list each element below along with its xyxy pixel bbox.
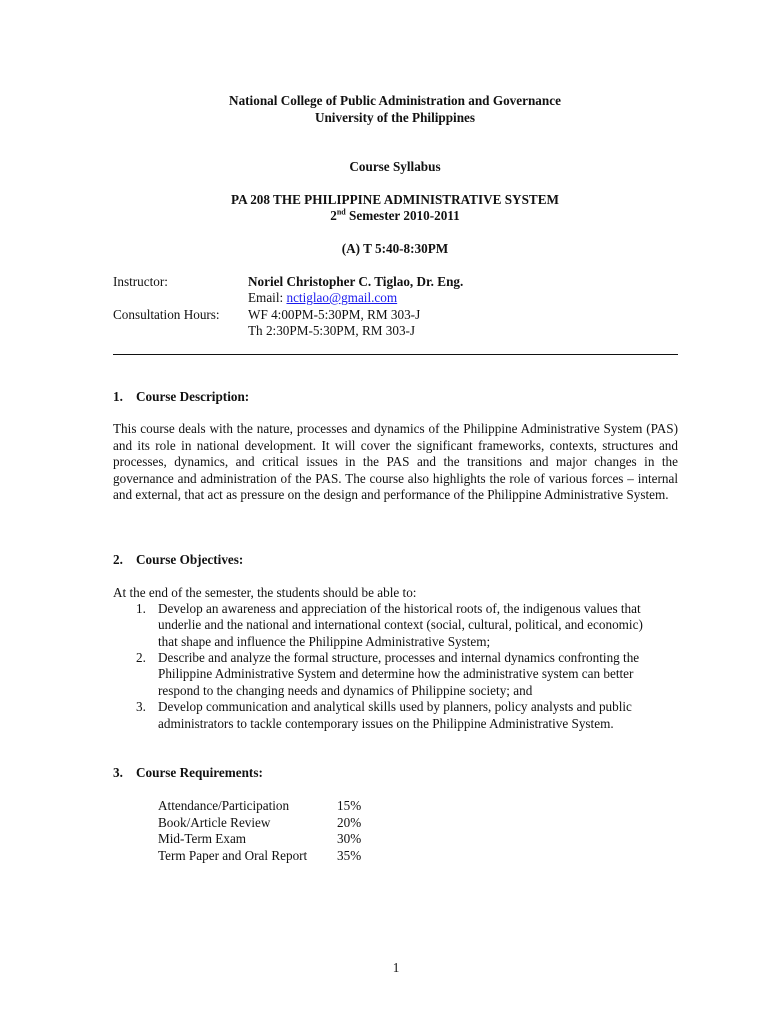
section-3-number: 3.	[113, 765, 123, 780]
course-description-text: This course deals with the nature, processes and dynamics of the Philippine Administrative System (PAS) and its role in national development. It will cover the significant frameworks, contexts, structures and processes, dynamics, and critical issues in the PAS and the transitions and major changes in the governance and administration of the PAS. The course also highlights the role of various forces – internal and external, that act as pressure on the design and performance of the Philippine Administrative System.	[113, 421, 678, 503]
objective-2-number: 2.	[136, 650, 146, 665]
objective-3-line-1: Develop communication and analytical skills used by planners, policy analysts and public	[158, 699, 632, 714]
instructor-label: Instructor:	[113, 274, 168, 289]
objective-2-line-3: respond to the changing needs and dynamics of Philippine society; and	[158, 683, 533, 698]
section-schedule: (A) T 5:40-8:30PM	[341, 241, 449, 256]
email-link[interactable]: nctiglao@gmail.com	[286, 290, 398, 305]
requirement-2-pct: 20%	[337, 815, 362, 830]
course-title: PA 208 THE PHILIPPINE ADMINISTRATIVE SYSTEM	[231, 192, 559, 207]
objective-3-number: 3.	[136, 699, 146, 714]
semester	[0, 208, 768, 225]
divider-line	[113, 354, 678, 355]
section-3-title: Course Requirements:	[136, 765, 263, 780]
objective-3-line-2: administrators to tackle contemporary issues on the Philippine Administrative System.	[158, 716, 614, 731]
objective-1-line-2: underlie and the national and international context (social, cultural, political, and economic)	[158, 617, 643, 632]
instructor-name: Noriel Christopher C. Tiglao, Dr. Eng.	[248, 274, 464, 289]
requirement-2-name: Book/Article Review	[158, 815, 271, 830]
section-1-number: 1.	[113, 389, 123, 404]
semester-num: 2	[330, 208, 337, 223]
consultation-label: Consultation Hours:	[113, 307, 220, 322]
section-2-number: 2.	[113, 552, 123, 567]
objective-1-line-1: Develop an awareness and appreciation of the historical roots of, the indigenous values that	[158, 601, 641, 616]
page-number: 1	[392, 960, 400, 975]
requirement-3-name: Mid-Term Exam	[158, 831, 247, 846]
objective-1-number: 1.	[136, 601, 146, 616]
requirement-4-pct: 35%	[337, 848, 362, 863]
objective-2-line-1: Describe and analyze the formal structure, processes and internal dynamics confronting the	[158, 650, 640, 665]
section-2-title: Course Objectives:	[136, 552, 244, 567]
requirement-3-pct: 30%	[337, 831, 362, 846]
college-name: National College of Public Administration and Governance	[229, 93, 561, 108]
section-1-title: Course Description:	[136, 389, 250, 404]
doc-type: Course Syllabus	[349, 159, 441, 174]
semester-rest: Semester 2010-2011	[345, 208, 460, 223]
requirement-1-name: Attendance/Participation	[158, 798, 290, 813]
consultation-hours-1: WF 4:00PM-5:30PM, RM 303-J	[248, 307, 421, 322]
consultation-hours-2: Th 2:30PM-5:30PM, RM 303-J	[248, 323, 416, 338]
objectives-intro: At the end of the semester, the students should be able to:	[113, 585, 417, 600]
requirement-1-pct: 15%	[337, 798, 362, 813]
email-line	[248, 290, 397, 307]
objective-1-line-3: that shape and influence the Philippine Administrative System;	[158, 634, 491, 649]
email-label: Email:	[248, 290, 287, 305]
requirement-4-name: Term Paper and Oral Report	[158, 848, 308, 863]
semester-sup: nd	[336, 207, 346, 217]
university-name: University of the Philippines	[314, 110, 476, 125]
objective-2-line-2: Philippine Administrative System and determine how the administrative system can better	[158, 666, 634, 681]
